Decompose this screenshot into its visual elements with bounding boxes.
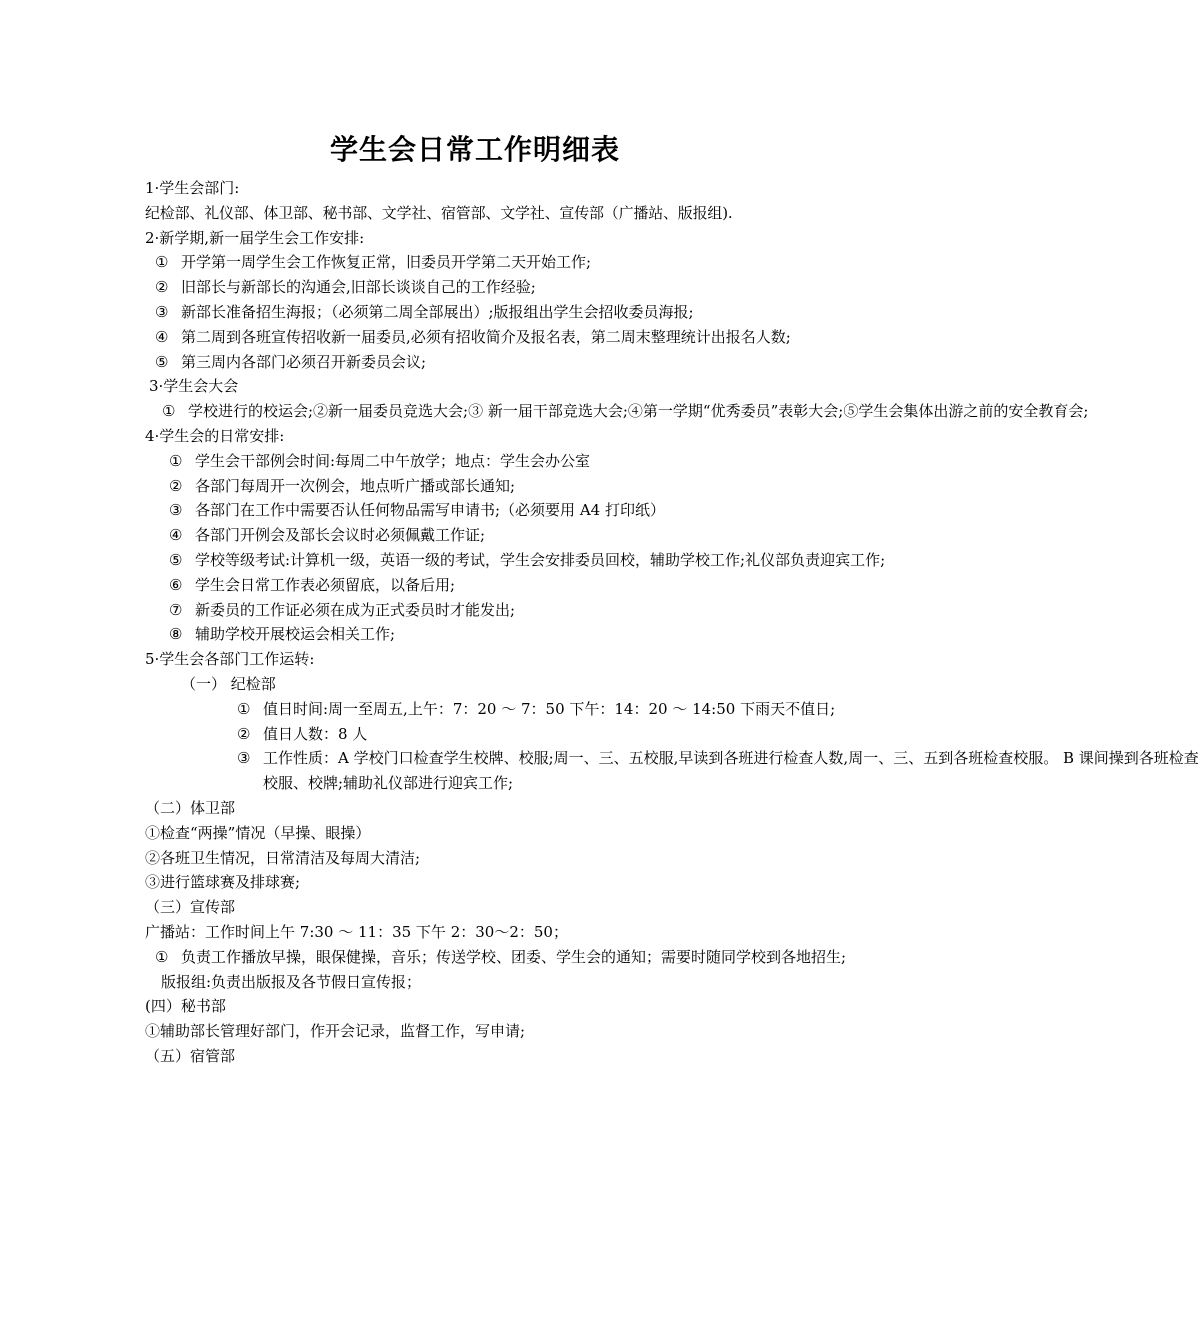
- list-marker: ⑧: [169, 625, 183, 644]
- list-item: [145, 275, 810, 300]
- list-marker: ②: [155, 278, 169, 297]
- list-item: ①检查“两操”情况（早操、眼操）: [145, 823, 371, 842]
- section-1-heading: 1·学生会部门:: [145, 179, 240, 197]
- list-item-text: 开学第一周学生会工作恢复正常，旧委员开学第二天开始工作;: [181, 253, 592, 272]
- list-item: [145, 548, 886, 573]
- list-item-text: 旧部长与新部长的沟通会,旧部长谈谈自己的工作经验;: [181, 278, 536, 297]
- list-item-text: 值日人数：8 人: [263, 724, 368, 743]
- list-item: [145, 722, 810, 747]
- list-item: [145, 250, 810, 275]
- list-marker: ①: [169, 451, 183, 470]
- list-item: [145, 399, 1089, 424]
- list-marker: ③: [155, 302, 169, 321]
- list-marker: ⑤: [169, 550, 183, 569]
- section-3-heading: 3·学生会大会: [149, 377, 239, 396]
- list-marker: ①: [155, 947, 169, 966]
- document-body: [145, 176, 1199, 1069]
- list-item: [145, 325, 810, 350]
- subsection-heading: （五）宿管部: [145, 1046, 236, 1065]
- list-item-text: 第二周到各班宣传招收新一届委员,必须有招收简介及报名表，第二周末整理统计出报名人数;: [181, 327, 791, 346]
- list-marker: ②: [169, 476, 183, 495]
- list-item: [145, 300, 810, 325]
- list-item-text: 新部长准备招生海报；（必须第二周全部展出）;版报组出学生会招收委员海报;: [181, 302, 694, 321]
- list-item: [145, 498, 810, 523]
- list-marker: ⑥: [169, 575, 183, 594]
- list-item-text: 新委员的工作证必须在成为正式委员时才能发出;: [195, 600, 516, 619]
- list-marker: ③: [169, 501, 183, 520]
- section-5-heading: 5·学生会各部门工作运转:: [145, 650, 315, 669]
- list-item: [145, 449, 810, 474]
- board-group-text: 版报组:负责出版报及各节假日宣传报；: [161, 972, 422, 991]
- list-marker: ④: [169, 526, 183, 545]
- list-item-text: 学校进行的校运会;②新一届委员竞选大会;③ 新一届干部竞选大会;④第一学期“优秀委员”表彰大会;⑤学生会集体出游之前的安全教育会;: [188, 402, 1089, 421]
- subsection-heading: （一） 纪检部: [181, 674, 276, 693]
- list-item-text: 工作性质：A 学校门口检查学生校牌、校服;周一、三、五校服,早读到各班进行检查人数,周一、三、五到各班检查校服。 B 课间操到各班检查: [263, 749, 1199, 768]
- list-item: [145, 622, 810, 647]
- list-item-text: 各部门每周开一次例会，地点听广播或部长通知;: [195, 476, 516, 495]
- subsection-heading: （二）体卫部: [145, 798, 236, 817]
- list-marker: ⑦: [169, 600, 183, 619]
- list-item: [145, 746, 1199, 771]
- section-4-heading: 4·学生会的日常安排:: [145, 426, 285, 445]
- list-item: [145, 598, 810, 623]
- list-item-text: 各部门开例会及部长会议时必须佩戴工作证;: [195, 526, 486, 545]
- list-marker: ③: [237, 749, 251, 768]
- list-item: [145, 697, 836, 722]
- subsection-heading: （三）宣传部: [145, 898, 236, 917]
- list-item: [145, 573, 810, 598]
- list-marker: ②: [237, 724, 251, 743]
- list-item: ①辅助部长管理好部门，作开会记录，监督工作，写申请;: [145, 1022, 526, 1041]
- list-item: [145, 350, 810, 375]
- list-marker: ⑤: [155, 352, 169, 371]
- list-item-text: 辅助学校开展校运会相关工作;: [195, 625, 396, 644]
- section-1-text: 纪检部、礼仪部、体卫部、秘书部、文学社、宿管部、文学社、宣传部（广播站、版报组).: [145, 203, 733, 222]
- list-item-text: 各部门在工作中需要否认任何物品需写申请书;（必须要用 A4 打印纸）: [195, 501, 665, 520]
- page-title: 学生会日常工作明细表: [329, 133, 620, 166]
- list-item: ③进行篮球赛及排球赛;: [145, 873, 301, 892]
- list-item-text: 值日时间:周一至周五,上午：7：20 ～ 7：50 下午：14：20 ～ 14:50 下雨天不值日;: [263, 699, 836, 718]
- list-item: ②各班卫生情况，日常清洁及每周大清洁;: [145, 848, 421, 867]
- list-marker: ①: [155, 253, 169, 272]
- list-item-text: 学校等级考试:计算机一级，英语一级的考试，学生会安排委员回校，辅助学校工作;礼仪部负责迎宾工作;: [195, 550, 886, 569]
- list-item-text: 学生会干部例会时间:每周二中午放学；地点：学生会办公室: [195, 451, 591, 470]
- broadcast-station-text: 广播站：工作时间上午 7:30 ～ 11：35 下午 2：30～2：50；: [145, 922, 568, 941]
- list-marker: ①: [237, 699, 251, 718]
- list-item-text: 第三周内各部门必须召开新委员会议;: [181, 352, 427, 371]
- list-marker: ①: [162, 402, 176, 421]
- list-item: [145, 523, 810, 548]
- subsection-heading: (四）秘书部: [145, 997, 226, 1016]
- list-item: [145, 474, 810, 499]
- list-item-text: 负责工作播放早操，眼保健操，音乐；传送学校、团委、学生会的通知；需要时随同学校到各地招生;: [181, 947, 847, 966]
- section-2-heading: 2·新学期,新一届学生会工作安排:: [145, 228, 365, 247]
- list-marker: ④: [155, 327, 169, 346]
- list-item-text: 学生会日常工作表必须留底，以备后用;: [195, 575, 456, 594]
- list-item: [145, 945, 847, 970]
- list-item-continuation: 校服、校牌;辅助礼仪部进行迎宾工作;: [263, 774, 514, 793]
